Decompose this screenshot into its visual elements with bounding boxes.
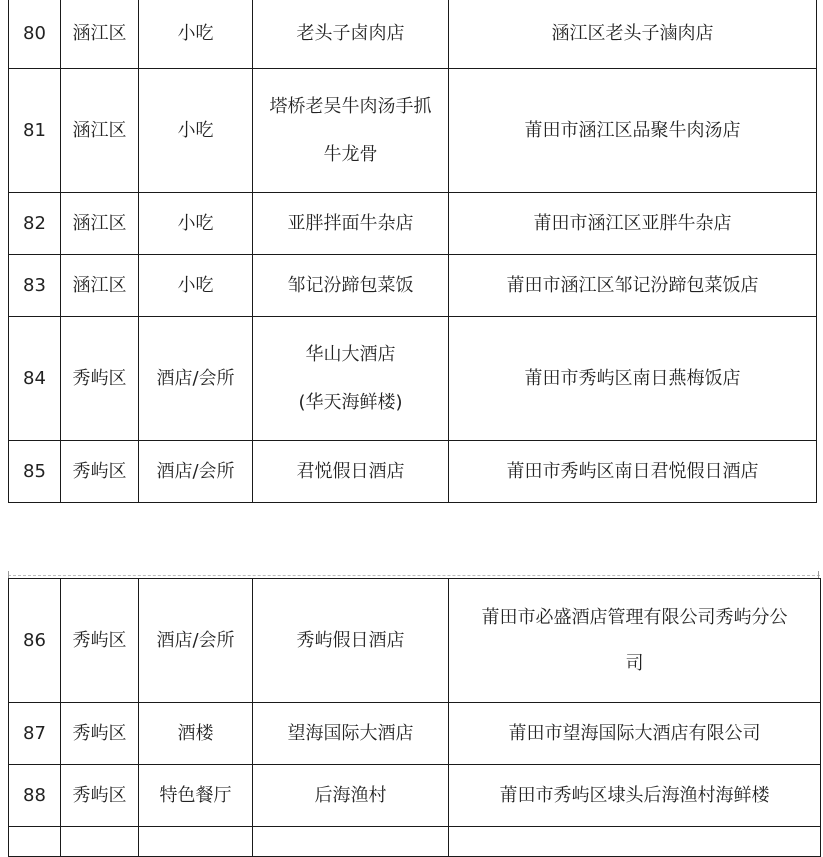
district-cell xyxy=(61,827,139,857)
shop-name-cell xyxy=(253,0,449,69)
row-number-cell: 85 xyxy=(9,441,61,503)
registered-name-cell xyxy=(449,255,817,317)
shop-name-cell xyxy=(253,765,449,827)
table-row xyxy=(9,765,821,827)
row-number-cell: 80 xyxy=(9,0,61,69)
shop-name-cell xyxy=(253,827,449,857)
shop-name-cell xyxy=(253,69,449,193)
registered-name-line: 涵江区老头子滷肉店 xyxy=(551,22,714,44)
district-cell: 涵江区 xyxy=(61,193,139,255)
category-cell: 小吃 xyxy=(139,69,253,193)
table-row xyxy=(9,827,821,857)
shop-name-cell xyxy=(253,579,449,703)
category-cell: 小吃 xyxy=(139,0,253,69)
shop-name-cell xyxy=(253,703,449,765)
registered-name-cell xyxy=(449,827,821,857)
row-number-cell: 88 xyxy=(9,765,61,827)
district-cell: 涵江区 xyxy=(61,255,139,317)
shop-name-cell xyxy=(253,255,449,317)
table-row xyxy=(9,317,817,441)
row-number-cell: 84 xyxy=(9,317,61,441)
shop-name-line: 牛龙骨 xyxy=(323,143,378,165)
registered-name-cell xyxy=(449,441,817,503)
district-cell: 秀屿区 xyxy=(61,579,139,703)
registered-name-cell xyxy=(449,317,817,441)
category-cell: 酒店/会所 xyxy=(139,579,253,703)
registered-name-cell xyxy=(449,193,817,255)
shop-name-line: 望海国际大酒店 xyxy=(287,722,414,744)
category-cell: 酒店/会所 xyxy=(139,441,253,503)
row-number-cell: 81 xyxy=(9,69,61,193)
page-break-line xyxy=(8,575,820,576)
table-row xyxy=(9,255,817,317)
category-cell xyxy=(139,827,253,857)
registered-name-line: 莆田市望海国际大酒店有限公司 xyxy=(508,722,761,744)
shop-name-line: (华天海鲜楼) xyxy=(298,391,403,413)
shop-name-line: 亚胖拌面牛杂店 xyxy=(287,212,414,234)
shop-name-line: 塔桥老吴牛肉汤手抓 xyxy=(269,95,432,117)
table-row xyxy=(9,69,817,193)
registered-name-cell xyxy=(449,765,821,827)
district-cell: 涵江区 xyxy=(61,0,139,69)
shop-name-cell xyxy=(253,317,449,441)
registered-name-line: 莆田市涵江区亚胖牛杂店 xyxy=(533,212,732,234)
shop-name-cell xyxy=(253,441,449,503)
shop-name-line: 老头子卤肉店 xyxy=(296,22,405,44)
district-cell: 秀屿区 xyxy=(61,317,139,441)
row-number-cell xyxy=(9,827,61,857)
category-cell: 酒店/会所 xyxy=(139,317,253,441)
category-cell: 酒楼 xyxy=(139,703,253,765)
registered-name-cell xyxy=(449,579,821,703)
registered-name-line: 莆田市秀屿区南日燕梅饭店 xyxy=(524,367,741,389)
shop-name-cell xyxy=(253,193,449,255)
category-cell: 特色餐厅 xyxy=(139,765,253,827)
registered-name-line: 莆田市秀屿区埭头后海渔村海鲜楼 xyxy=(499,784,770,806)
page-corner-mark-left xyxy=(8,571,9,578)
shop-name-line: 秀屿假日酒店 xyxy=(296,629,405,651)
registered-name-cell xyxy=(449,69,817,193)
table-row xyxy=(9,193,817,255)
shop-name-line: 君悦假日酒店 xyxy=(296,460,405,482)
category-cell: 小吃 xyxy=(139,193,253,255)
district-cell: 秀屿区 xyxy=(61,441,139,503)
table-row xyxy=(9,703,821,765)
page-corner-mark-right xyxy=(818,571,819,578)
registered-name-cell xyxy=(449,0,817,69)
restaurant-table-bottom xyxy=(8,578,821,857)
table-row xyxy=(9,441,817,503)
registered-name-line: 司 xyxy=(625,652,644,674)
registered-name-line: 莆田市涵江区邹记汾蹄包菜饭店 xyxy=(506,274,759,296)
district-cell: 秀屿区 xyxy=(61,703,139,765)
district-cell: 涵江区 xyxy=(61,69,139,193)
row-number-cell: 82 xyxy=(9,193,61,255)
row-number-cell: 87 xyxy=(9,703,61,765)
district-cell: 秀屿区 xyxy=(61,765,139,827)
registered-name-line: 莆田市秀屿区南日君悦假日酒店 xyxy=(506,460,759,482)
restaurant-table-top xyxy=(8,0,817,503)
table-row xyxy=(9,579,821,703)
registered-name-line: 莆田市必盛酒店管理有限公司秀屿分公 xyxy=(481,606,788,628)
shop-name-line: 邹记汾蹄包菜饭 xyxy=(287,274,414,296)
registered-name-cell xyxy=(449,703,821,765)
shop-name-line: 后海渔村 xyxy=(314,784,387,806)
registered-name-line: 莆田市涵江区品聚牛肉汤店 xyxy=(524,119,741,141)
row-number-cell: 86 xyxy=(9,579,61,703)
row-number-cell: 83 xyxy=(9,255,61,317)
shop-name-line: 华山大酒店 xyxy=(305,343,396,365)
table-row xyxy=(9,0,817,69)
category-cell: 小吃 xyxy=(139,255,253,317)
